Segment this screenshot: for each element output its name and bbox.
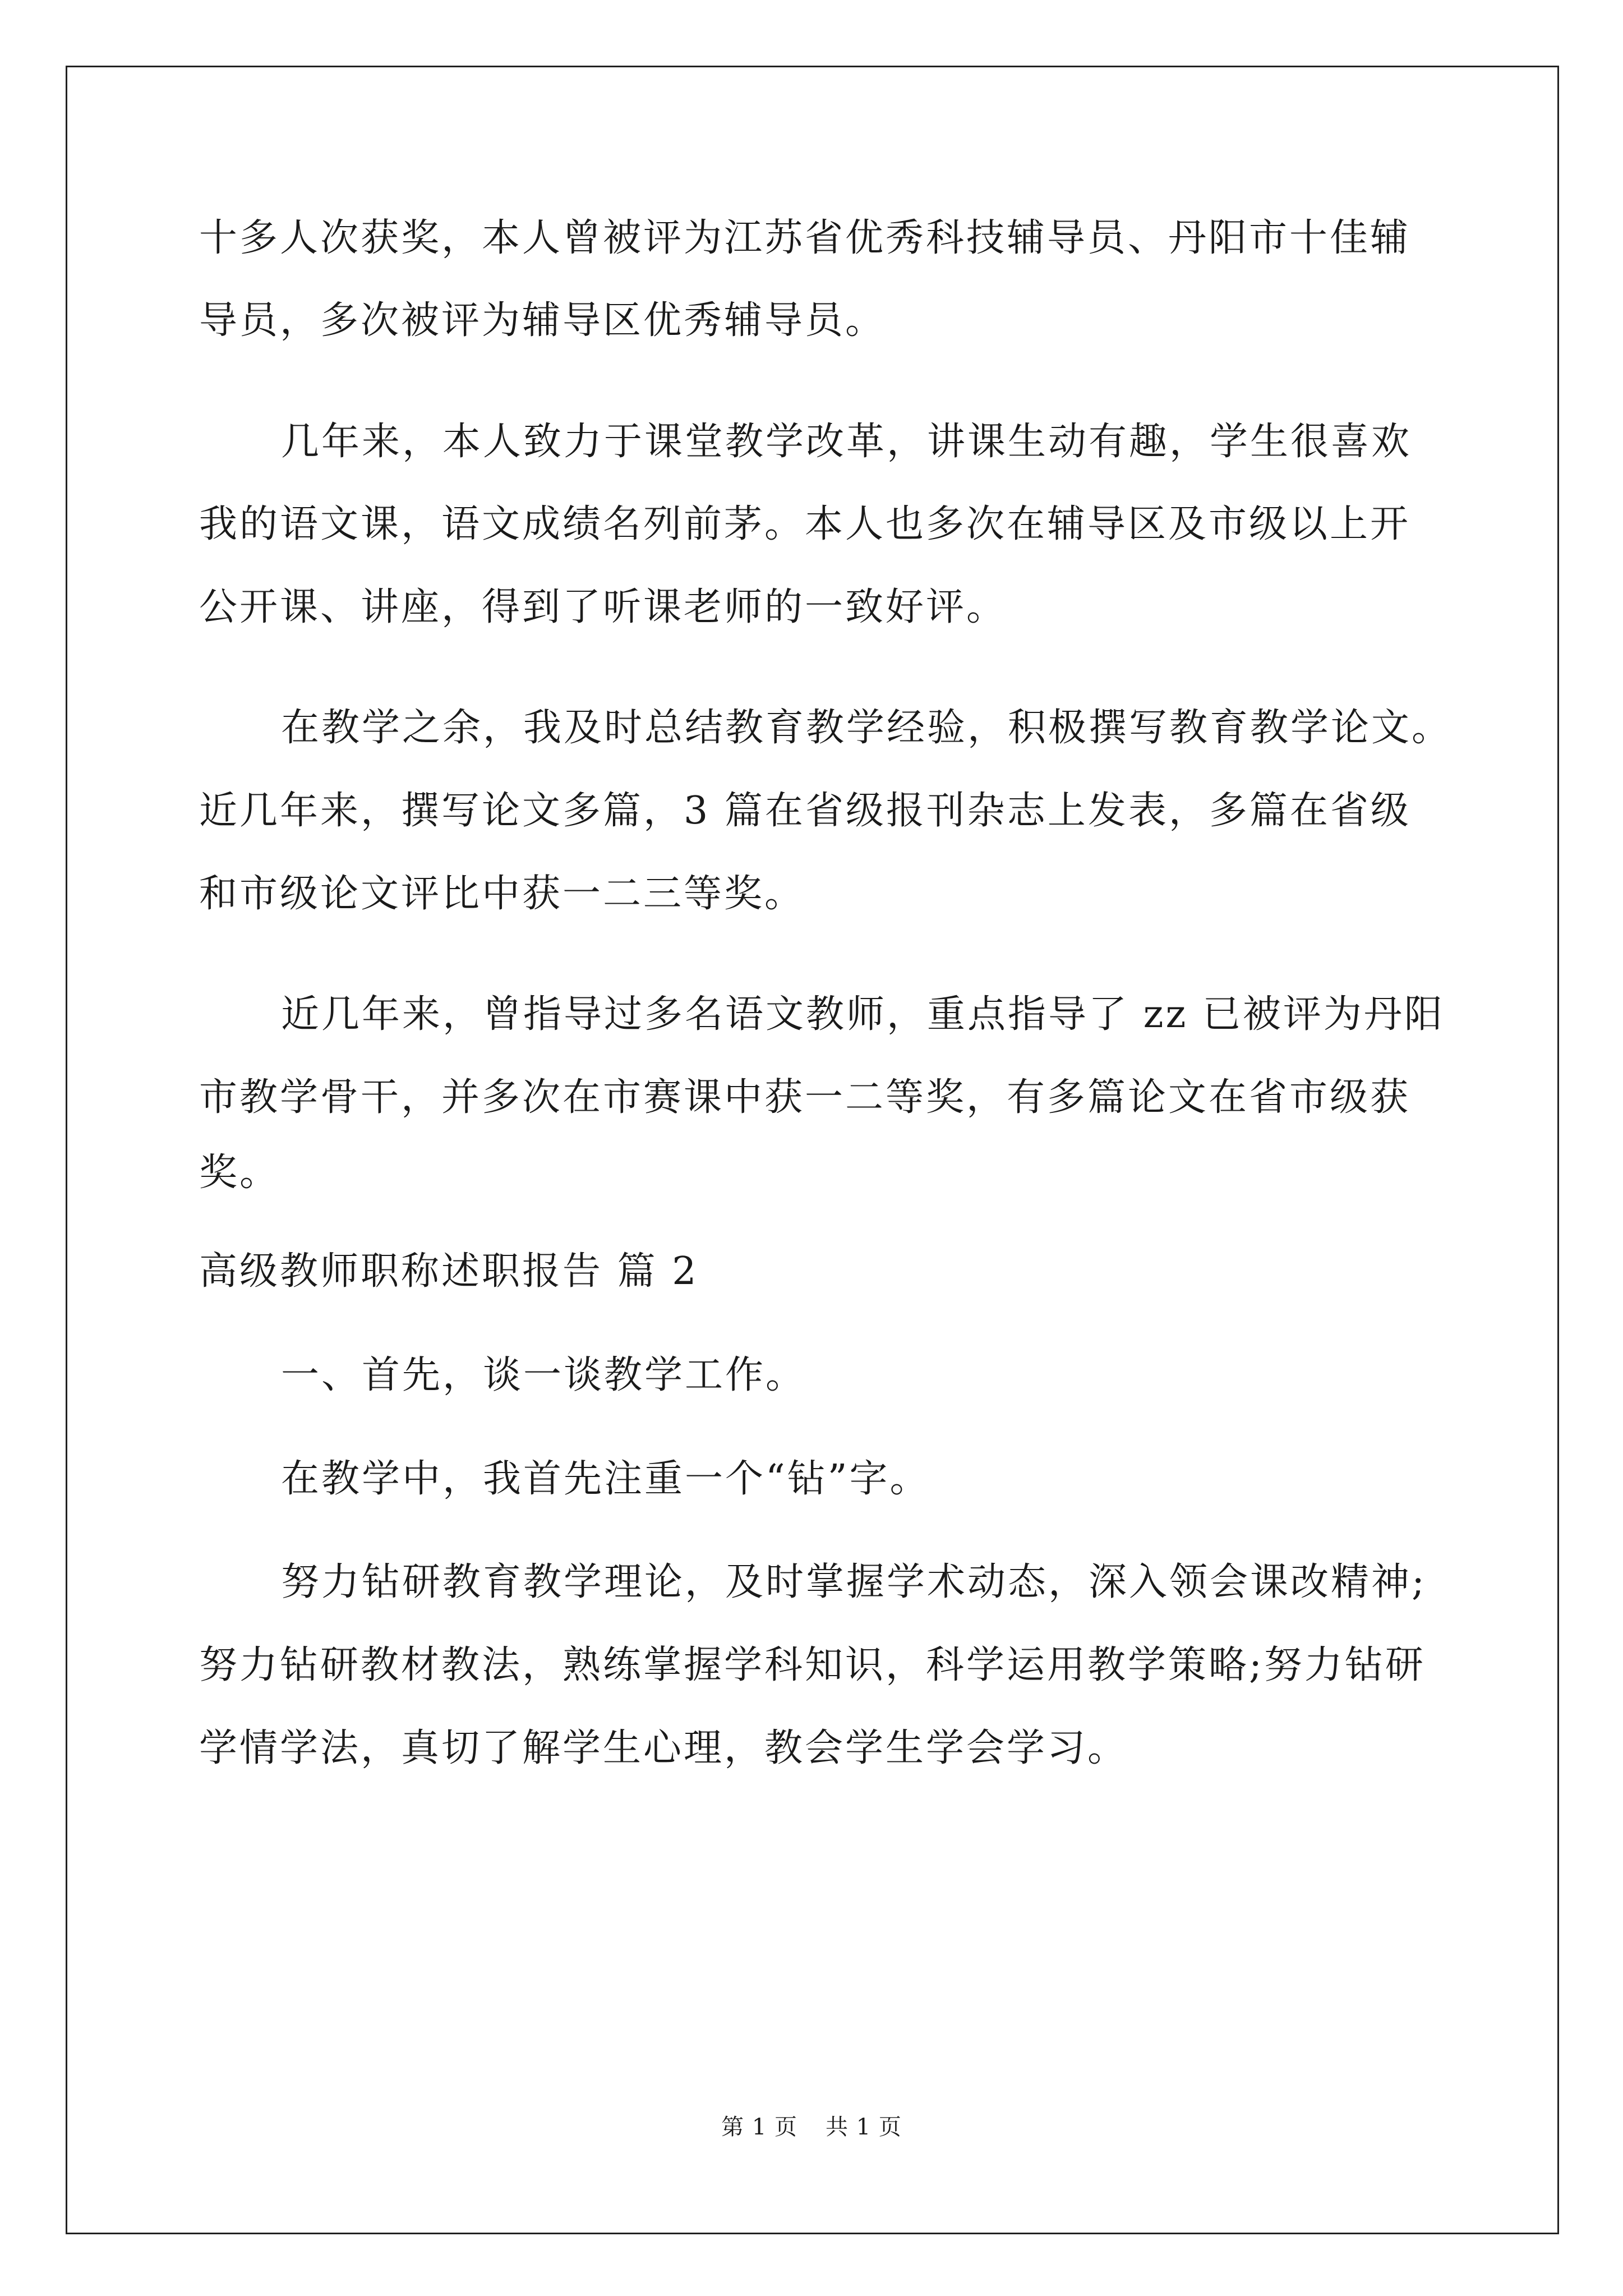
text-line: 公开课、讲座，得到了听课老师的一致好评。 <box>199 585 1007 629</box>
section-heading: 高级教师职称述职报告 篇 2 <box>199 1249 699 1294</box>
page-number: 第 1 页 <box>721 2114 797 2140</box>
text-line: 近几年来，撰写论文多篇，3 篇在省级报刊杂志上发表，多篇在省级 <box>199 789 1411 833</box>
text-line: 导员，多次被评为辅导区优秀辅导员。 <box>199 298 886 343</box>
text-line: 市教学骨干，并多次在市赛课中获一二等奖，有多篇论文在省市级获 <box>199 1075 1411 1120</box>
text-line: 和市级论文评比中获一二三等奖。 <box>199 872 805 916</box>
text-line: 奖。 <box>199 1151 280 1195</box>
paragraph-start-line: 努力钻研教育教学理论，及时掌握学术动态，深入领会课改精神; <box>281 1560 1427 1604</box>
text-line: 十多人次获奖，本人曾被评为江苏省优秀科技辅导员、丹阳市十佳辅 <box>199 216 1411 260</box>
text-line: 努力钻研教材教法，熟练掌握学科知识，科学运用教学策略;努力钻研 <box>199 1643 1426 1687</box>
paragraph-start-line: 近几年来，曾指导过多名语文教师，重点指导了 zz 已被评为丹阳 <box>281 992 1445 1037</box>
paragraph-start-line: 在教学之余，我及时总结教育教学经验，积极撰写教育教学论文。 <box>281 706 1453 750</box>
text-line: 我的语文课，语文成绩名列前茅。本人也多次在辅导区及市级以上开 <box>199 502 1411 546</box>
text-line: 学情学法，真切了解学生心理，教会学生学会学习。 <box>199 1726 1128 1770</box>
paragraph-start-line: 在教学中，我首先注重一个“钻”字。 <box>281 1457 930 1501</box>
paragraph-start-line: 一、首先，谈一谈教学工作。 <box>281 1353 806 1397</box>
paragraph-start-line: 几年来，本人致力于课堂教学改革，讲课生动有趣，学生很喜欢 <box>281 420 1412 464</box>
page-total: 共 1 页 <box>826 2114 902 2140</box>
page-border <box>66 66 1559 2234</box>
page-footer <box>0 2109 1623 2141</box>
